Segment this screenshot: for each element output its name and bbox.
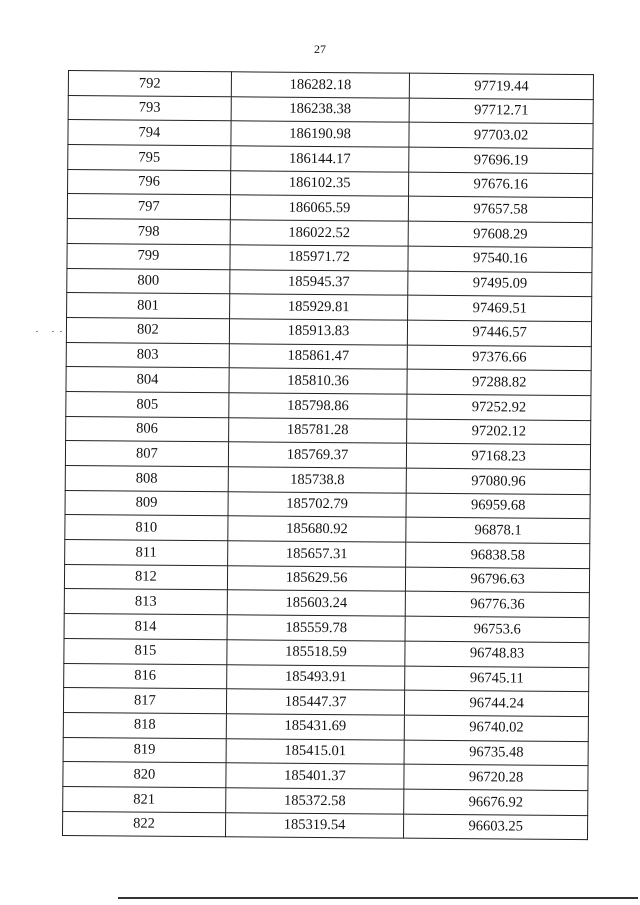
x-coordinate-cell: 185603.24 (227, 590, 406, 616)
point-number-cell: 818 (63, 712, 226, 738)
point-number-cell: 820 (63, 762, 226, 788)
x-coordinate-cell: 185518.59 (227, 640, 406, 666)
y-coordinate-cell: 96720.28 (404, 764, 588, 790)
y-coordinate-cell: 97168.23 (407, 443, 591, 469)
point-number-cell: 817 (63, 688, 226, 714)
x-coordinate-cell: 186282.18 (231, 72, 410, 98)
x-coordinate-cell: 185769.37 (228, 442, 407, 468)
y-coordinate-cell: 97202.12 (407, 419, 591, 445)
x-coordinate-cell: 186144.17 (231, 146, 410, 172)
y-coordinate-cell: 97696.19 (409, 147, 593, 173)
y-coordinate-cell: 96796.63 (406, 567, 590, 593)
point-number-cell: 812 (64, 564, 227, 590)
scan-edge-line (118, 897, 638, 899)
point-number-cell: 807 (65, 441, 228, 467)
point-number-cell: 805 (66, 391, 229, 417)
x-coordinate-cell: 185913.83 (229, 319, 408, 345)
y-coordinate-cell: 96878.1 (406, 518, 590, 544)
point-number-cell: 808 (65, 465, 228, 491)
y-coordinate-cell: 96745.11 (405, 666, 589, 692)
y-coordinate-cell: 96676.92 (404, 789, 588, 815)
x-coordinate-cell: 186065.59 (230, 195, 409, 221)
x-coordinate-cell: 185447.37 (226, 689, 405, 715)
x-coordinate-cell: 186022.52 (230, 220, 409, 246)
point-number-cell: 792 (68, 71, 231, 97)
y-coordinate-cell: 97719.44 (410, 73, 594, 99)
y-coordinate-cell: 96776.36 (406, 592, 590, 618)
point-number-cell: 809 (65, 490, 228, 516)
y-coordinate-cell: 96744.24 (405, 690, 589, 716)
x-coordinate-cell: 185945.37 (230, 269, 409, 295)
y-coordinate-cell: 97080.96 (406, 468, 590, 494)
point-number-cell: 798 (67, 219, 230, 245)
point-number-cell: 797 (67, 194, 230, 220)
point-number-cell: 822 (62, 811, 225, 837)
y-coordinate-cell: 97676.16 (409, 172, 593, 198)
point-number-cell: 813 (64, 589, 227, 615)
y-coordinate-cell: 97495.09 (408, 271, 592, 297)
y-coordinate-cell: 97540.16 (408, 246, 592, 272)
table-row (62, 811, 587, 840)
coordinate-table-body (62, 71, 593, 840)
x-coordinate-cell: 186190.98 (231, 121, 410, 147)
y-coordinate-cell: 97469.51 (408, 295, 592, 321)
x-coordinate-cell: 186102.35 (230, 171, 409, 197)
x-coordinate-cell: 185431.69 (226, 714, 405, 740)
point-number-cell: 815 (64, 638, 227, 664)
point-number-cell: 795 (68, 145, 231, 171)
point-number-cell: 819 (63, 737, 226, 763)
point-number-cell: 814 (64, 614, 227, 640)
x-coordinate-cell: 185629.56 (227, 566, 406, 592)
y-coordinate-cell: 96838.58 (406, 542, 590, 568)
point-number-cell: 806 (66, 416, 229, 442)
point-number-cell: 799 (67, 243, 230, 269)
y-coordinate-cell: 96603.25 (404, 814, 588, 840)
y-coordinate-cell: 97657.58 (409, 197, 593, 223)
point-number-cell: 793 (68, 95, 231, 121)
x-coordinate-cell: 185401.37 (226, 763, 405, 789)
x-coordinate-cell: 185798.86 (229, 393, 408, 419)
x-coordinate-cell: 185702.79 (228, 491, 407, 517)
x-coordinate-cell: 186238.38 (231, 96, 410, 122)
page-number: 27 (314, 42, 326, 56)
point-number-cell: 811 (65, 540, 228, 566)
x-coordinate-cell: 185372.58 (225, 788, 404, 814)
y-coordinate-cell: 97712.71 (409, 98, 593, 124)
point-number-cell: 802 (66, 317, 229, 343)
scan-speck (52, 331, 54, 332)
x-coordinate-cell: 185861.47 (229, 343, 408, 369)
y-coordinate-cell: 96740.02 (405, 715, 589, 741)
y-coordinate-cell: 97376.66 (407, 345, 591, 371)
point-number-cell: 821 (63, 786, 226, 812)
x-coordinate-cell: 185929.81 (229, 294, 408, 320)
point-number-cell: 804 (66, 367, 229, 393)
scan-speck (60, 331, 62, 332)
y-coordinate-cell: 97446.57 (408, 320, 592, 346)
point-number-cell: 803 (66, 342, 229, 368)
y-coordinate-cell: 97608.29 (408, 221, 592, 247)
x-coordinate-cell: 185657.31 (227, 541, 406, 567)
y-coordinate-cell: 97288.82 (407, 369, 591, 395)
point-number-cell: 794 (68, 120, 231, 146)
x-coordinate-cell: 185559.78 (227, 615, 406, 641)
coordinate-table-container (62, 70, 594, 840)
point-number-cell: 816 (64, 663, 227, 689)
coordinate-table (62, 70, 594, 840)
point-number-cell: 800 (67, 268, 230, 294)
x-coordinate-cell: 185680.92 (228, 516, 407, 542)
scan-speck (36, 331, 38, 332)
y-coordinate-cell: 96735.48 (404, 740, 588, 766)
y-coordinate-cell: 96959.68 (406, 493, 590, 519)
y-coordinate-cell: 97703.02 (409, 123, 593, 149)
y-coordinate-cell: 97252.92 (407, 394, 591, 420)
x-coordinate-cell: 185493.91 (226, 664, 405, 690)
y-coordinate-cell: 96753.6 (405, 616, 589, 642)
point-number-cell: 796 (68, 169, 231, 195)
x-coordinate-cell: 185738.8 (228, 467, 407, 493)
y-coordinate-cell: 96748.83 (405, 641, 589, 667)
x-coordinate-cell: 185415.01 (226, 738, 405, 764)
point-number-cell: 801 (67, 293, 230, 319)
x-coordinate-cell: 185781.28 (228, 417, 407, 443)
x-coordinate-cell: 185810.36 (229, 368, 408, 394)
point-number-cell: 810 (65, 515, 228, 541)
x-coordinate-cell: 185319.54 (225, 812, 404, 838)
x-coordinate-cell: 185971.72 (230, 245, 409, 271)
